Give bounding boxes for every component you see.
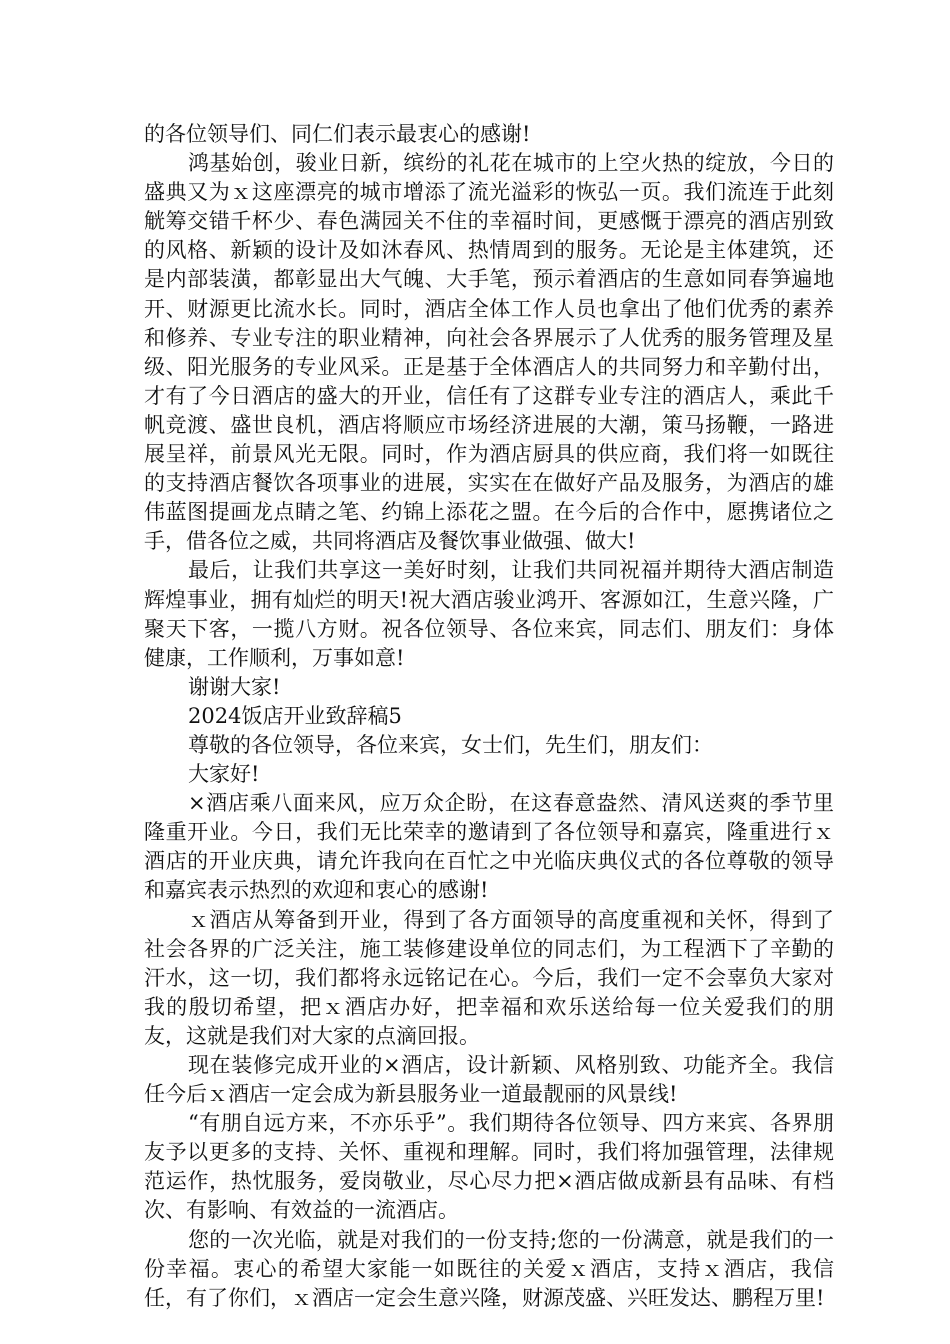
section-heading: 2024饭店开业致辞稿5 (188, 703, 402, 728)
paragraph-new-hotel: 现在装修完成开业的×酒店，设计新颖、风格别致、功能齐全。我信任今后ｘ酒店一定会成为新县服务业一道最靓丽的风景线! (144, 1053, 834, 1107)
document-body (144, 120, 834, 1313)
paragraph-wishes: 最后，让我们共享这一美好时刻，让我们共同祝福并期待大酒店制造辉煌事业，拥有灿烂的明天!祝大酒店骏业鸿开、客源如江，生意兴隆，广聚天下客，一揽八方财。祝各位领导、各位来宾，同志们、朋友们：身体健康，工作顺利，万事如意! (144, 558, 834, 670)
paragraph-opening: ×酒店乘八面来风，应万众企盼，在这春意盎然、清风送爽的季节里隆重开业。今日，我们无比荣幸的邀请到了各位领导和嘉宾，隆重进行ｘ酒店的开业庆典，请允许我向在百忙之中光临庆典仪式的各位尊敬的领导和嘉宾表示热烈的欢迎和衷心的感谢! (144, 791, 834, 903)
paragraph-preparation: ｘ酒店从筹备到开业，得到了各方面领导的高度重视和关怀，得到了社会各界的广泛关注，施工装修建设单位的同志们，为工程洒下了辛勤的汗水，这一切，我们都将永远铭记在心。今后，我们一定不会辜负大家对我的殷切希望，把ｘ酒店办好，把幸福和欢乐送给每一位关爱我们的朋友，这就是我们对大家的点滴回报。 (144, 907, 834, 1048)
greeting: 大家好! (188, 762, 260, 787)
paragraph-congratulations: 鸿基始创，骏业日新，缤纷的礼花在城市的上空火热的绽放，今日的盛典又为ｘ这座漂亮的城市增添了流光溢彩的恢弘一页。我们流连于此刻觥筹交错千杯少、春色满园关不住的幸福时间，更感慨于漂亮的酒店别致的风格、新颖的设计及如沐春风、热情周到的服务。无论是主体建筑，还是内部装潢，都彰显出大气魄、大手笔，预示着酒店的生意如同春笋遍地开、财源更比流水长。同时，酒店全体工作人员也拿出了他们优秀的素养和修养、专业专注的职业精神，向社会各界展示了人优秀的服务管理及星级、阳光服务的专业风采。正是基于全体酒店人的共同努力和辛勤付出，才有了今日酒店的盛大的开业，信任有了这群专业专注的酒店人，乘此千帆竞渡、盛世良机，酒店将顺应市场经济进展的大潮，策马扬鞭，一路进展呈祥，前景风光无限。同时，作为酒店厨具的供应商，我们将一如既往的支持酒店餐饮各项事业的进展，实实在在做好产品及服务，为酒店的雄伟蓝图提画龙点睛之笔、约锦上添花之盟。在今后的合作中，愿携诸位之手，借各位之威，共同将酒店及餐饮事业做强、做大! (144, 151, 834, 554)
paragraph-final-wishes: 您的一次光临，就是对我们的一份支持;您的一份满意，就是我们的一份幸福。衷心的希望大家能一如既往的关爱ｘ酒店，支持ｘ酒店，我信任，有了你们，ｘ酒店一定会生意兴隆，财源茂盛、兴旺发达、鹏程万里! (144, 1227, 834, 1310)
paragraph-thank-you: 谢谢大家! (188, 674, 281, 699)
paragraph-closing-thanks: 的各位领导们、同仁们表示最衷心的感谢! (144, 122, 531, 146)
paragraph-friends-from-afar: “有朋自远方来，不亦乐乎”。我们期待各位领导、四方来宾、各界朋友予以更多的支持、关怀、重视和理解。同时，我们将加强管理，法律规范运作，热忱服务，爱岗敬业，尽心尽力把×酒店做成新县有品味、有档次、有影响、有效益的一流酒店。 (144, 1111, 834, 1223)
salutation: 尊敬的各位领导，各位来宾，女士们，先生们，朋友们： (188, 732, 713, 757)
